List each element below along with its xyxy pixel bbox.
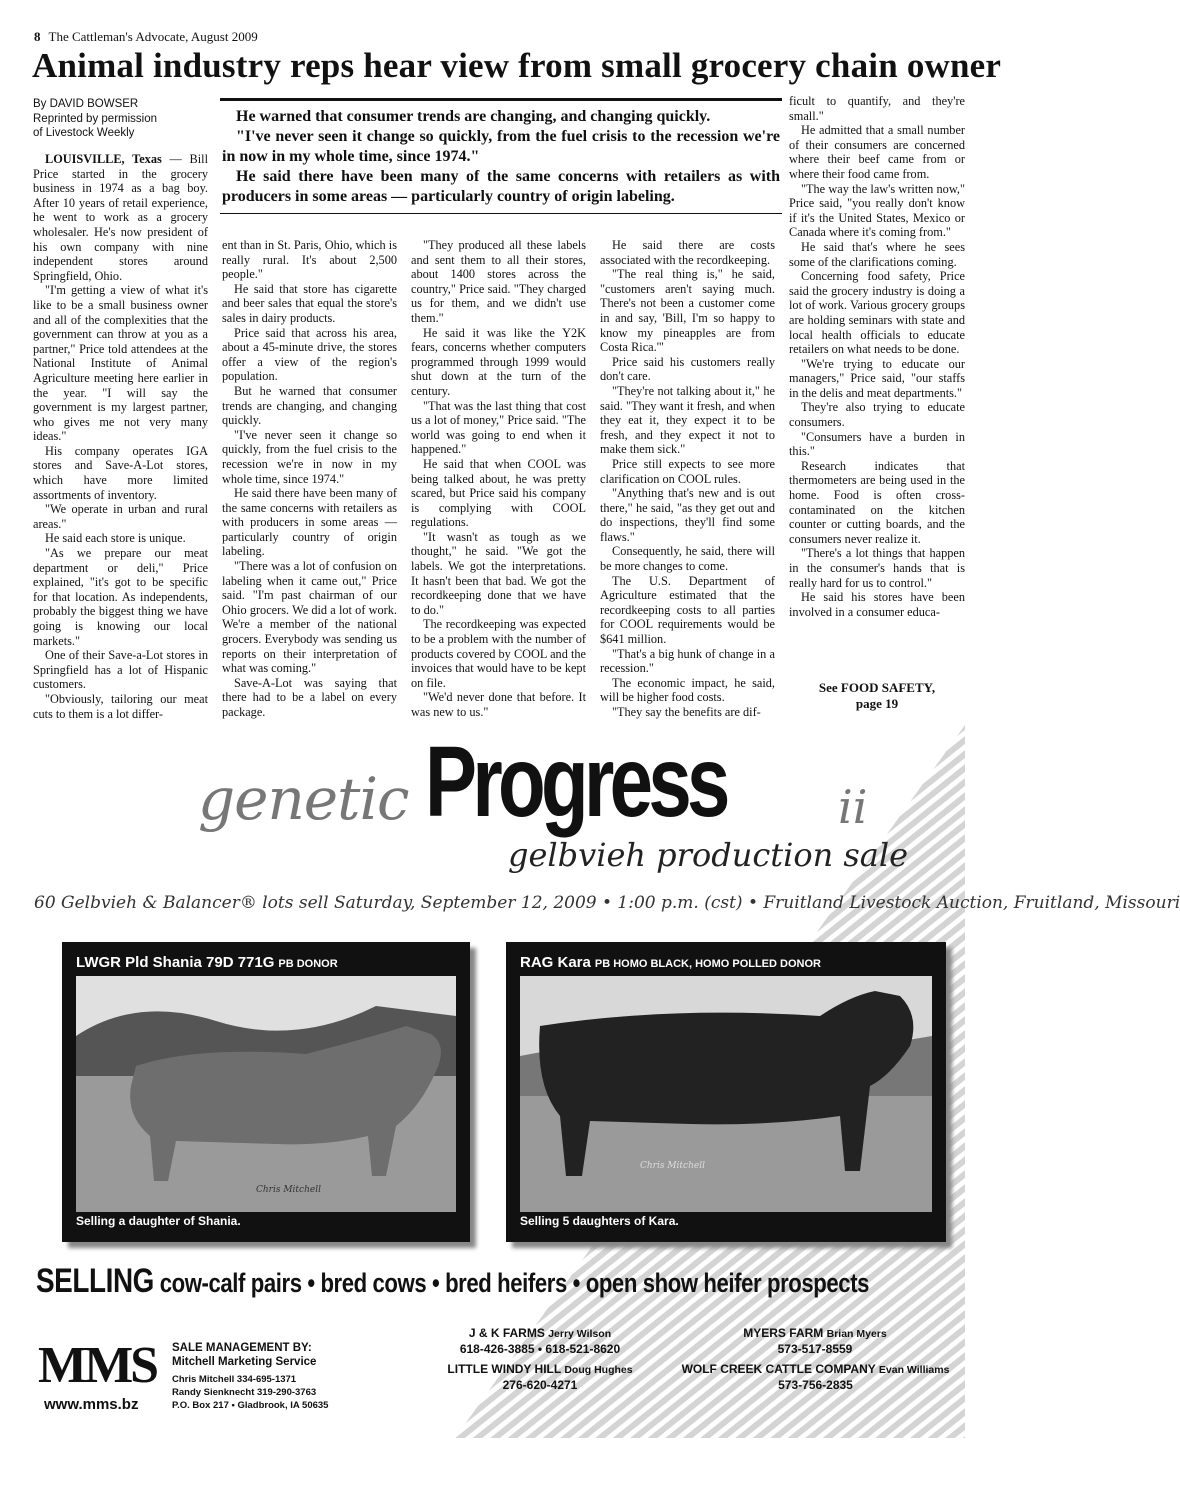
article-paragraph: "We'd never done that before. It was new to us."	[411, 690, 586, 719]
photo-caption: Selling a daughter of Shania.	[76, 1214, 241, 1228]
shania-photo-image	[76, 976, 456, 1212]
management-contact: Randy Sienknecht 319-290-3763	[172, 1387, 317, 1398]
article-paragraph: "I've never seen it change so quickly, from the fuel crisis to the recession we're in now in my whole time, since 1974."	[222, 427, 397, 486]
article-paragraph: Concerning food safety, Price said the grocery industry is doing a lot of work. Various grocery groups are holding seminars with state and local health officials to educate retailers on what needs to be done.	[789, 269, 965, 357]
article-paragraph: He said each store is unique.	[45, 531, 186, 546]
photo-caption: Selling 5 daughters of Kara.	[520, 1214, 679, 1228]
article-paragraph: Consequently, he said, there will be more changes to come.	[600, 544, 775, 574]
farm-contact: Jerry Wilson	[548, 1328, 612, 1340]
ad-title-bold: Progress	[425, 726, 726, 838]
farm-jk	[420, 1326, 660, 1357]
article-paragraph: He said that's where he sees some of the clarifications coming.	[789, 239, 965, 269]
selling-banner	[36, 1262, 869, 1301]
page-number: 8	[34, 29, 41, 44]
background-stripe	[0, 1440, 1000, 1500]
photo-title-text: RAG Kara	[520, 954, 591, 971]
background-stripe	[0, 1384, 1000, 1500]
farm-little-windy-hill	[420, 1362, 660, 1393]
article-paragraph: "Obviously, tailoring our meat cuts to them is a lot differ-	[33, 691, 208, 721]
mms-url: www.mms.bz	[44, 1396, 139, 1413]
photo-watermark: Chris Mitchell	[640, 1161, 705, 1171]
article-paragraph: The recordkeeping was expected to be a problem with the number of products covered by COOL and the invoices that would have to be kept on file.	[411, 617, 586, 690]
background-stripe	[0, 1398, 1000, 1500]
article-paragraph: "There's a lot things that happen in the consumer's hands that is really hard for us to control."	[789, 546, 965, 590]
article-paragraph: "That's a big hunk of change in a recession."	[600, 646, 775, 676]
photo-title	[76, 954, 338, 971]
article-column-5	[789, 94, 965, 619]
jump-line	[789, 680, 965, 712]
farm-phone: 573-756-2835	[778, 1378, 853, 1392]
article-paragraph: "I'm getting a view of what it's like to be a small business owner and all of the complexities that the government can throw at you as a partner," Price told attendees at the National Institute of Animal Agriculture meeting here earlier in the year. "I will say the government is my largest partner, who gives me not very many ideas."	[33, 283, 208, 444]
article-paragraph: He said there are costs associated with the recordkeeping.	[600, 238, 775, 267]
article-column-2	[222, 238, 397, 720]
background-stripe	[0, 1454, 1000, 1500]
article-paragraph: He admitted that a small number of their consumers are concerned where their beef came from or where their food came from.	[789, 123, 965, 181]
farm-contact: Doug Hughes	[564, 1364, 633, 1376]
photo-watermark: Chris Mitchell	[256, 1185, 321, 1195]
photo-title	[520, 954, 821, 971]
article-paragraph: Research indicates that thermometers are being used in the home. Food is often cross-contaminated on the kitchen counter or cutting boards, and the consumers never realize it.	[789, 458, 965, 546]
farm-phone: 276-620-4271	[502, 1378, 578, 1392]
photo-tag: PB HOMO BLACK, HOMO POLLED DONOR	[594, 958, 821, 970]
farm-contact: Evan Williams	[878, 1364, 950, 1376]
photo-title-text: LWGR Pld Shania 79D 771G	[76, 954, 275, 971]
pull-quote-line: "I've never seen it change so quickly, from the fuel crisis to the recession we're in now in my whole time, since 1974."	[222, 128, 780, 165]
article-paragraph: He said that when COOL was being talked about, he was pretty scared, but Price said his company is complying with COOL regulations.	[411, 456, 586, 530]
ad-sale-line: 60 Gelbvieh & Balancer® lots sell Saturday, September 12, 2009 • 1:00 p.m. (cst) • Fruitland Livestock Auction, Fruitland, Missouri	[34, 893, 1180, 913]
article-paragraph: "It wasn't as tough as we thought," he said. "We got the labels. We got the interpretations. It hasn't been that bad. We got the recordkeeping done that we have to do."	[411, 529, 586, 617]
article-paragraph: "They say the benefits are dif-	[612, 705, 761, 719]
kara-photo-image	[520, 976, 932, 1212]
article-paragraph: "We operate in urban and rural areas."	[33, 502, 208, 531]
farm-name: LITTLE WINDY HILL	[447, 1362, 561, 1376]
ad-title-numeral: ii	[838, 780, 868, 834]
management-company: Mitchell Marketing Service	[172, 1356, 317, 1368]
farm-name: MYERS FARM	[743, 1326, 824, 1340]
pull-quote	[220, 98, 782, 214]
management-contact: Chris Mitchell 334-695-1371	[172, 1374, 297, 1385]
photo-tag: PB DONOR	[278, 958, 338, 970]
article-column-4	[600, 238, 775, 720]
selling-list: cow-calf pairs • bred cows • bred heifers • open show heifer prospects	[159, 1268, 870, 1298]
article-paragraph: They're also trying to educate consumers.	[789, 400, 965, 430]
byline-source: of Livestock Weekly	[33, 127, 135, 139]
background-stripe	[0, 1468, 1000, 1500]
article-paragraph: "They produced all these labels and sent them to all their stores, about 1400 stores across the country," Price said. "They charged us for them, and we didn't use them."	[411, 238, 586, 325]
article-paragraph: "Consumers have a burden in this."	[789, 429, 965, 459]
jump-label: See FOOD SAFETY,	[818, 680, 936, 695]
article-paragraph: He said his stores have been involved in a consumer educa-	[789, 590, 965, 619]
article-paragraph: "The real thing is," he said, "customers aren't saying much. There's not been a customer come in and say, 'Bill, I'm so happy to know my pineapples are from Costa Rica.'"	[600, 267, 775, 355]
farm-phone: 618-426-3885 • 618-521-8620	[459, 1342, 621, 1356]
byline-author: By DAVID BOWSER	[33, 98, 139, 110]
mms-logo: MMS	[38, 1337, 157, 1394]
jump-page: page 19	[855, 696, 899, 711]
article-paragraph: But he warned that consumer trends are changing, and changing quickly.	[222, 383, 397, 428]
publication-name: The Cattleman's Advocate, August 2009	[48, 29, 258, 44]
background-stripe	[0, 1412, 1000, 1500]
farm-name: J & K FARMS	[468, 1326, 545, 1340]
article-paragraph: "We're trying to educate our managers," Price said, "our staffs in the delis and meat departments."	[789, 356, 965, 400]
headline: Animal industry reps hear view from small grocery chain owner	[32, 46, 1002, 85]
article-paragraph: "Anything that's new and is out there," he said, "as they get out and do inspections, they'll find some flaws."	[600, 486, 775, 544]
farm-contact: Brian Myers	[826, 1328, 887, 1340]
article-paragraph: "As we prepare our meat department or deli," Price explained, "it's got to be specific for that location. As independents, probably the biggest thing we have going is knowing our local markets."	[33, 546, 208, 648]
byline	[33, 97, 213, 141]
cow-photo-shania	[62, 942, 470, 1242]
article-paragraph: "The way the law's written now," Price said, "you really don't know if it's the United States, Mexico or Canada where it's coming from."	[789, 181, 965, 240]
article-paragraph: Price said his customers really don't care.	[600, 354, 775, 384]
page-folio	[34, 29, 258, 45]
article-paragraph: ficult to quantify, and they're small."	[789, 94, 965, 123]
article-paragraph: Save-A-Lot was saying that there had to be a label on every package.	[222, 675, 397, 719]
management-heading: SALE MANAGEMENT BY:	[172, 1342, 312, 1354]
article-paragraph: LOUISVILLE, Texas — Bill Price started in the grocery business in 1974 as a bag boy. After 10 years of retail experience, he went to work as a grocery wholesaler. He's now president of his own company with nine independent stores around Springfield, Ohio.	[33, 152, 208, 283]
article-column-1	[33, 152, 208, 721]
background-stripe	[0, 1496, 1000, 1500]
article-paragraph: "They're not talking about it," he said. "They want it fresh, and when they eat it, they expect it to be fresh, and they expect it not to make them sick."	[600, 383, 775, 457]
article-paragraph: Price said that across his area, about a 45-minute drive, the stores offer a view of the region's population.	[222, 325, 397, 384]
farm-phone: 573-517-8559	[777, 1342, 853, 1356]
article-paragraph: One of their Save-a-Lot stores in Springfield has a lot of Hispanic customers.	[33, 648, 208, 692]
article-paragraph: "That was the last thing that cost us a lot of money," Price said. "The world was going to end when it happened."	[411, 398, 586, 457]
ad-subtitle: gelbvieh production sale	[508, 836, 909, 874]
farm-name: WOLF CREEK CATTLE COMPANY	[681, 1362, 876, 1376]
article-paragraph: ent than in St. Paris, Ohio, which is really rural. It's about 2,500 people."	[222, 238, 397, 282]
management-address: P.O. Box 217 • Gladbrook, IA 50635	[172, 1400, 329, 1411]
cow-photo-kara	[506, 942, 946, 1242]
article-column-3	[411, 238, 586, 720]
sale-management	[172, 1341, 328, 1412]
byline-credit: Reprinted by permission	[33, 112, 158, 125]
selling-word: SELLING	[36, 1262, 154, 1300]
article-paragraph: "There was a lot of confusion on labeling when it came out," Price said. "I'm past chairman of our Ohio grocers. We did a lot of work. We're a member of the national grocers. Everybody was sending us reports on their interpretation of what was coming."	[222, 559, 397, 676]
article-paragraph: Price still expects to see more clarification on COOL rules.	[600, 456, 775, 486]
background-stripe	[0, 1482, 1000, 1500]
article-paragraph: The U.S. Department of Agriculture estimated that the recordkeeping costs to all parties for COOL requirements would be $641 million.	[600, 573, 775, 647]
article-paragraph: The economic impact, he said, will be higher food costs.	[600, 675, 775, 705]
article-paragraph: He said it was like the Y2K fears, concerns whether computers programmed through 1999 would shut down at the turn of the century.	[411, 325, 586, 398]
ad-title-script: genetic	[198, 765, 409, 833]
article-paragraph: His company operates IGA stores and Save-A-Lot stores, which have more limited assortments of inventory.	[33, 443, 208, 502]
farm-myers	[690, 1326, 940, 1357]
article-paragraph: He said there have been many of the same concerns with retailers as with producers in some areas — particularly country of origin labeling.	[222, 486, 397, 559]
farm-wolf-creek	[668, 1362, 963, 1393]
pull-quote-line: He said there have been many of the same concerns with retailers as with producers in some areas — particularly country of origin labeling.	[222, 168, 780, 205]
pull-quote-line: He warned that consumer trends are changing, and changing quickly.	[236, 108, 711, 125]
article-paragraph: He said that store has cigarette and beer sales that equal the store's sales in dairy products.	[222, 281, 397, 325]
